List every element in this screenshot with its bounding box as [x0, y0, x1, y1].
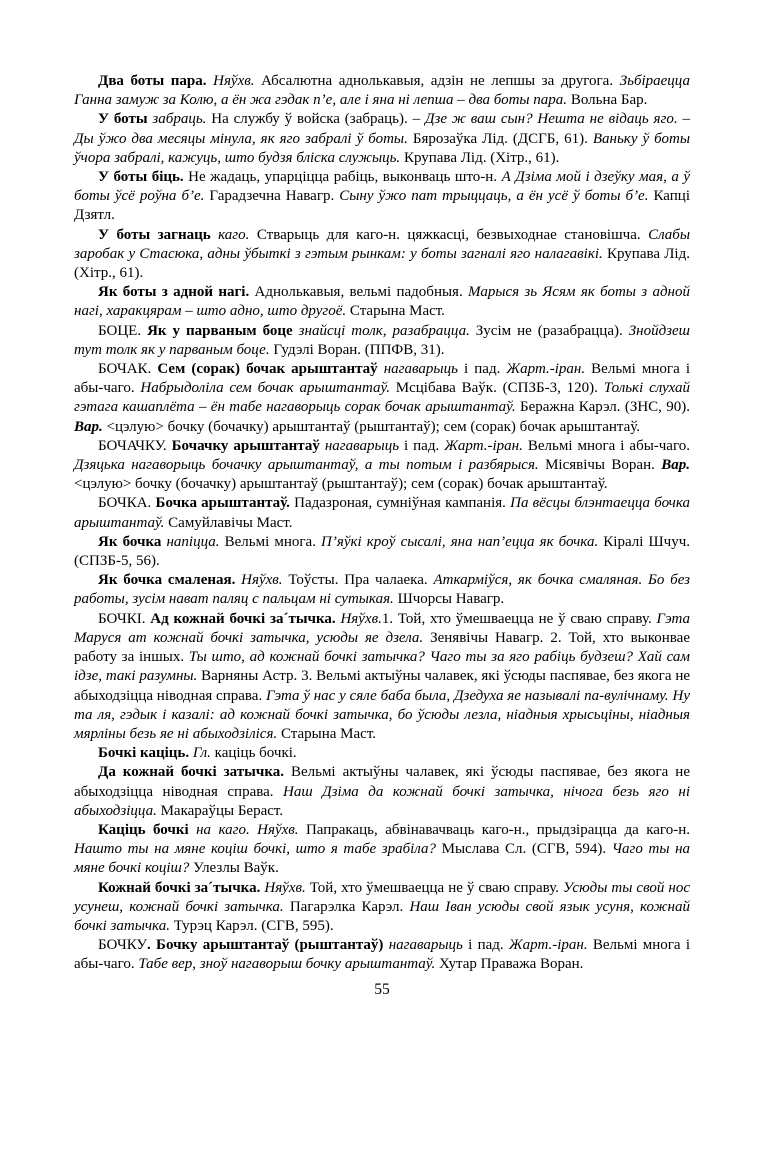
entry-text-bold: Бочачку арыштантаў — [171, 437, 325, 454]
entry-text-italic: нагаварыць — [324, 437, 400, 454]
entry-text-italic: Набрыдоліла сем бочак арыштантаў. — [140, 380, 390, 397]
dictionary-entry — [74, 610, 690, 744]
entry-text-italic: Дзяцька нагаворыць бочачку арыштантаў, а ты потым і разбярыся. — [74, 457, 539, 474]
entry-text-plain: Крупава Лід. (Хітр., 61). — [74, 245, 690, 282]
entry-text-italic: А Дзіма мой і дзеўку мая, а ў боты ўсё роўна б’е. — [74, 169, 690, 205]
entry-text-italic: Наш Іван усюды свой язык усуня, кожнай бочкі затычка. — [74, 898, 690, 934]
entry-text-bold: Ад кожнай бочкі за´тычка. — [150, 610, 341, 627]
entry-text-plain: Гарадзечна Навагр. — [204, 188, 340, 205]
entry-text-plain: 1. Той, хто ўмешваецца не ў сваю справу. — [381, 610, 657, 627]
entry-text-plain: БОЧКА. — [98, 495, 156, 512]
entry-text-plain: БОЧАК. — [98, 361, 158, 378]
entry-text-plain: Місявічы Воран. — [538, 457, 662, 474]
entry-text-italic: Гэта ў нас у сяле баба была, Дзедуха яе называлі па-вулічнаму. Ну та ля, гэдык і казалі: ад кожнай бочкі затычка, бо ўсюды лезла, ніадныя хрысьціны, ніадныя мярліны безь яе ні абыходзіліся. — [74, 687, 690, 742]
entry-text-bold: . Бочку арыштантаў (рыштантаў) — [147, 937, 389, 954]
entry-text-plain: Крупава Лід. (Хітр., 61). — [400, 149, 560, 166]
dictionary-entry — [74, 226, 690, 284]
entry-text-bold: Як бочка смаленая. — [98, 572, 242, 589]
dictionary-entry — [74, 437, 690, 495]
entry-text-plain: Улезлы Ваўк. — [189, 860, 279, 877]
dictionary-entry — [74, 744, 690, 763]
dictionary-entry — [74, 936, 690, 974]
entry-text-bold: Да кожнай бочкі затычка. — [98, 764, 284, 781]
entry-text-plain: Беражна Карэл. (ЗНС, 90). — [515, 399, 691, 416]
entry-text-plain: каціць бочкі. — [210, 745, 297, 762]
dictionary-entry — [74, 322, 690, 360]
dictionary-entry — [74, 571, 690, 609]
entry-text-bold: Два боты пара. — [98, 73, 214, 89]
entry-text-italic: Гэта Маруся ат кожнай бочкі затычка, усюды яе дзела. — [74, 610, 690, 646]
entry-text-plain: Вельмі многа і абы-чаго. — [522, 437, 690, 454]
entry-text-plain: і пад. — [457, 361, 507, 378]
entry-text-plain: Не жадаць, упарціцца рабіць, выконваць што-н. — [183, 169, 502, 186]
entry-text-italic: Няўхв. — [264, 879, 306, 896]
entry-text-plain: Пагарэлка Карэл. — [283, 898, 410, 915]
entry-text-italic: на каго. Няўхв. — [196, 821, 299, 838]
entry-text-italic: Ваньку ў боты ўчора забралі, кажуць, што будзя бліска служыць. — [74, 130, 690, 166]
entry-text-plain: Стварыць для каго-н. цяжкасці, безвыходнае становішча. — [249, 226, 649, 243]
entry-text-plain: Гудэлі Воран. (ППФВ, 31). — [269, 341, 445, 358]
entry-text-italic: забраць. — [152, 111, 207, 128]
entry-text-italic: Жарт.-іран. — [506, 361, 586, 378]
entry-text-bold: Сем (сорак) бочак арыштантаў — [157, 361, 384, 378]
text-column — [74, 72, 690, 999]
entry-text-italic: нагаварыць — [383, 361, 458, 378]
entry-text-plain: Старына Маст. — [346, 303, 445, 320]
dictionary-entry — [74, 821, 690, 879]
entry-text-italic: Жарт.-іран. — [444, 437, 523, 454]
entry-text-bold: Як у парваным боце — [147, 322, 299, 339]
entry-text-italic: П’яўкі кроў сысалі, яна нап’ецца як бочка. — [321, 533, 599, 550]
entry-text-plain: Варняны Астр. 3. Вельмі актыўны чалавек, які ўсюды паспявае, без якога не абыходзіцца ніводная справа. — [74, 668, 691, 704]
entry-text-plain: БОЧКУ — [98, 937, 148, 954]
entry-text-plain: Турэц Карэл. (СГВ, 595). — [169, 917, 334, 934]
page-number: 55 — [374, 980, 390, 998]
entry-text-plain: Старына Маст. — [277, 725, 376, 742]
entry-text-italic: Слабы заробак у Стасюка, адны ўбыткі з гэтым рынкам: у боты загналі яго налагавікі. — [74, 226, 691, 262]
entry-text-bold: Каціць бочкі — [98, 821, 197, 838]
entry-text-bold-italic: Вар. — [74, 418, 103, 435]
entry-text-italic: Няўхв. — [213, 73, 255, 89]
entry-text-italic: Няўхв. — [241, 572, 283, 589]
entry-text-italic: Табе вер, зноў нагаворыш бочку арыштантаў. — [138, 956, 436, 973]
dictionary-entry — [74, 763, 690, 821]
dictionary-entry — [74, 168, 690, 226]
entry-text-italic: каго. — [218, 226, 250, 243]
entry-text-plain: Мсцібава Ваўк. (СПЗБ-3, 120). — [389, 380, 604, 397]
entry-text-italic: Толькі слухай гэтага кашаплёта – ён табе нагаворыць сорак бочак арыштантаў. — [74, 380, 690, 416]
dictionary-entry — [74, 72, 690, 110]
entry-text-plain: Макараўцы Бераст. — [156, 802, 284, 819]
entry-text-plain: Самуйлавічы Маст. — [164, 514, 293, 531]
entry-text-plain: Капці Дзятл. — [74, 188, 690, 224]
entry-text-plain: і пад. — [462, 937, 509, 954]
entry-text-plain: Вельмі многа і абы-чаго. — [74, 937, 691, 973]
dictionary-entry — [74, 533, 690, 571]
entry-text-bold-italic: Вар. — [661, 457, 690, 474]
entry-text-italic: Марыся зь Ясям як боты з адной нагі, харакцярам – што адно, што другоё. — [74, 284, 690, 320]
entry-text-plain: Вольна Бар. — [567, 92, 648, 109]
entry-text-italic: Аткарміўся, як бочка смаляная. Бо без работы, зусім нават паляц с пальцам ні сутыкая. — [74, 572, 691, 608]
entry-text-bold: Кожнай бочкі за´тычка. — [98, 879, 265, 896]
entry-text-plain: Аднолькавыя, вельмі падобныя. — [249, 284, 469, 301]
entry-text-plain: Папракаць, абвінавачваць каго-н., прыдзірацца да каго-н. — [298, 821, 690, 838]
entry-text-plain: Шчорсы Навагр. — [393, 591, 505, 608]
entry-text-italic: Жарт.-іран. — [508, 937, 588, 954]
entry-text-italic: Дзе ж ваш сын? Нешта не відаць яго. – Ды ўжо два месяцы мінула, як яго забралі ў боты. — [74, 111, 690, 147]
entry-text-bold: Як бочка — [98, 533, 167, 550]
entry-text-plain: Вельмі актыўны чалавек, які ўсюды паспявае, без якога не абыходзіцца ніводная справа. — [74, 764, 690, 800]
entry-text-italic: нагаварыць — [388, 937, 463, 954]
entry-text-plain: Зусім не (разабрацца). — [469, 322, 629, 339]
entry-text-plain: Абсалютна аднолькавыя, адзін не лепшы за другога. — [254, 73, 620, 89]
entry-text-plain: Тоўсты. Пра чалаека. — [282, 572, 434, 589]
entry-text-italic: Усюды ты свой нос усунеш, кожнай бочкі затычка. — [74, 879, 690, 915]
dictionary-entry — [74, 283, 690, 321]
dictionary-entry — [74, 494, 690, 532]
entry-text-italic: Няўхв. — [340, 610, 382, 627]
entry-text-plain: і пад. — [399, 437, 445, 454]
entry-text-italic: Наш Дзіма да кожнай бочкі затычка, нічога безь яго ні абыходзіцца. — [74, 783, 690, 819]
entry-text-italic: Нашто ты на мяне коціш бочкі, што я табе зрабіла? — [74, 841, 437, 858]
entry-text-plain: Падазроная, сумніўная кампанія. — [289, 495, 511, 512]
entry-text-plain: <цэлую> бочку (бочачку) арыштантаў (рыштантаў); сем (сорак) бочак арыштантаў. — [102, 418, 641, 435]
entry-text-italic: знайсці толк, разабрацца. — [298, 322, 470, 339]
entry-text-italic: Чаго ты на мяне бочкі коціш? — [74, 841, 691, 877]
entry-text-bold: У боты — [98, 111, 153, 128]
entry-text-plain: Вельмі многа і абы-чаго. — [74, 361, 690, 397]
entry-text-italic: Сыну ўжо пат трыццаць, а ён усё ў боты б’е. — [339, 188, 649, 205]
entry-text-plain: Мыслава Сл. (СГВ, 594). — [436, 841, 612, 858]
dictionary-entry — [74, 110, 690, 168]
entry-text-bold: Як боты з адной нагі. — [98, 284, 250, 301]
entry-text-bold: Бочка арыштантаў. — [155, 495, 290, 512]
dictionary-entry — [74, 879, 690, 937]
entry-text-italic: напіцца. — [166, 533, 220, 550]
entry-text-italic: Зьбіраецца Ганна замуж за Колю, а ён жа гэдак п’е, але і яна ні лепша – два боты пара. — [74, 73, 690, 109]
entry-text-plain: <цэлую> бочку (бочачку) арыштантаў (рыштантаў); сем (сорак) бочак арыштантаў. — [74, 476, 608, 493]
entry-text-italic: Гл. — [192, 745, 211, 762]
entry-text-italic: Па вёсцы блэнтаецца бочка арыштантаў. — [74, 495, 690, 531]
entry-text-plain: Бярозаўка Лід. (ДСГБ, 61). — [407, 130, 593, 147]
entry-text-plain: Зенявічы Навагр. 2. Той, хто выконвае работу за іншых. — [74, 629, 690, 666]
entry-text-plain: Той, хто ўмешваецца не ў сваю справу. — [305, 879, 564, 896]
entries-container — [74, 72, 690, 975]
entry-text-plain: Хутар Праважа Воран. — [435, 956, 584, 973]
entry-text-italic: Знойдзеш тут толк як у парваным боце. — [74, 322, 690, 358]
entry-text-italic: Ты што, ад кожнай бочкі затычка? Чаго ты за яго рабіць будзеш? Хай сам ідзе, такі разумны. — [74, 649, 690, 685]
entry-text-plain: Вельмі многа. — [219, 533, 322, 550]
entry-text-bold: У боты загнаць — [98, 226, 219, 243]
dictionary-entry — [74, 360, 690, 437]
entry-text-bold: Бочкі каціць. — [98, 745, 193, 762]
entry-text-plain: На службу ў войска (забраць). – — [206, 111, 425, 128]
entry-text-bold: У боты біць. — [98, 169, 184, 186]
entry-text-plain: БОЦЕ. — [98, 322, 148, 339]
entry-text-plain: Кіралі Шчуч. (СПЗБ-5, 56). — [74, 533, 690, 570]
entry-text-plain: БОЧКІ. — [98, 610, 151, 627]
entry-text-plain: БОЧАЧКУ. — [98, 437, 172, 454]
